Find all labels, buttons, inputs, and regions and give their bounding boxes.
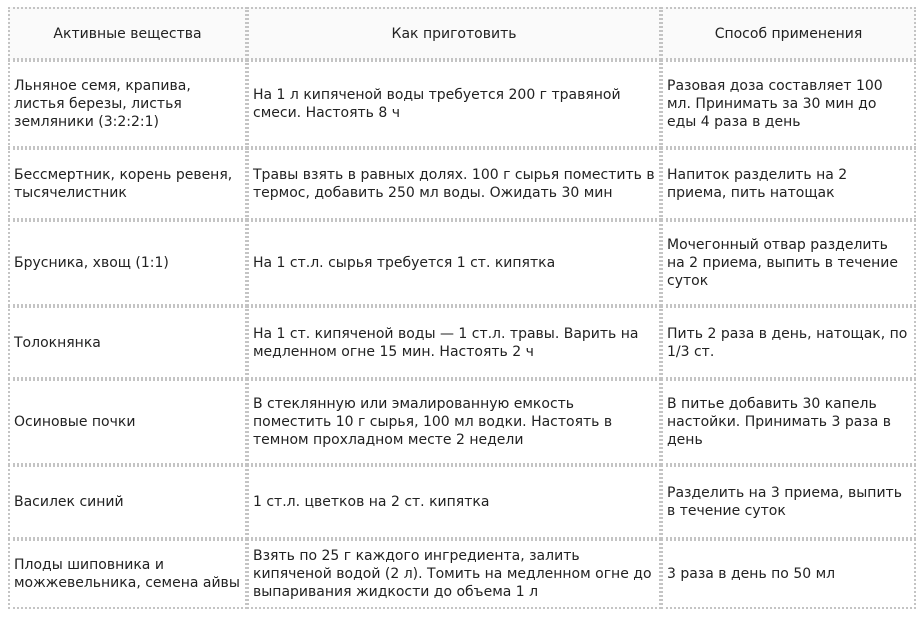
cell-preparation: На 1 ст.л. сырья требуется 1 ст. кипятка	[247, 220, 661, 306]
cell-usage: Мочегонный отвар разделить на 2 приема, выпить в течение суток	[661, 220, 916, 306]
cell-preparation: На 1 л кипяченой воды требуется 200 г травяной смеси. Настоять 8 ч	[247, 60, 661, 148]
cell-substances: Плоды шиповника и можжевельника, семена айвы	[8, 539, 247, 609]
table-row	[8, 220, 916, 306]
header-preparation: Как приготовить	[247, 7, 661, 60]
table-header-row	[8, 7, 916, 60]
cell-preparation: 1 ст.л. цветков на 2 ст. кипятка	[247, 465, 661, 539]
cell-preparation: Взять по 25 г каждого ингредиента, залить кипяченой водой (2 л). Томить на медленном огне до выпаривания жидкости до объема 1 л	[247, 539, 661, 609]
cell-preparation: На 1 ст. кипяченой воды — 1 ст.л. травы. Варить на медленном огне 15 мин. Настоять 2 ч	[247, 306, 661, 379]
table-row	[8, 60, 916, 148]
cell-usage: Разовая доза составляет 100 мл. Принимать за 30 мин до еды 4 раза в день	[661, 60, 916, 148]
header-substances: Активные вещества	[8, 7, 247, 60]
cell-usage: Напиток разделить на 2 приема, пить натощак	[661, 148, 916, 220]
header-usage: Способ применения	[661, 7, 916, 60]
cell-usage: Пить 2 раза в день, натощак, по 1/3 ст.	[661, 306, 916, 379]
table-row	[8, 148, 916, 220]
cell-substances: Василек синий	[8, 465, 247, 539]
cell-usage: 3 раза в день по 50 мл	[661, 539, 916, 609]
table-row	[8, 306, 916, 379]
table-row	[8, 539, 916, 609]
cell-substances: Бессмертник, корень ревеня, тысячелистник	[8, 148, 247, 220]
cell-substances: Льняное семя, крапива, листья березы, листья земляники (3:2:2:1)	[8, 60, 247, 148]
cell-substances: Толокнянка	[8, 306, 247, 379]
table-row	[8, 465, 916, 539]
cell-substances: Осиновые почки	[8, 379, 247, 465]
table-row	[8, 379, 916, 465]
cell-preparation: Травы взять в равных долях. 100 г сырья поместить в термос, добавить 250 мл воды. Ожидать 30 мин	[247, 148, 661, 220]
cell-usage: Разделить на 3 приема, выпить в течение суток	[661, 465, 916, 539]
herbal-remedies-table	[8, 7, 916, 609]
cell-preparation: В стеклянную или эмалированную емкость поместить 10 г сырья, 100 мл водки. Настоять в темном прохладном месте 2 недели	[247, 379, 661, 465]
cell-usage: В питье добавить 30 капель настойки. Принимать 3 раза в день	[661, 379, 916, 465]
cell-substances: Брусника, хвощ (1:1)	[8, 220, 247, 306]
